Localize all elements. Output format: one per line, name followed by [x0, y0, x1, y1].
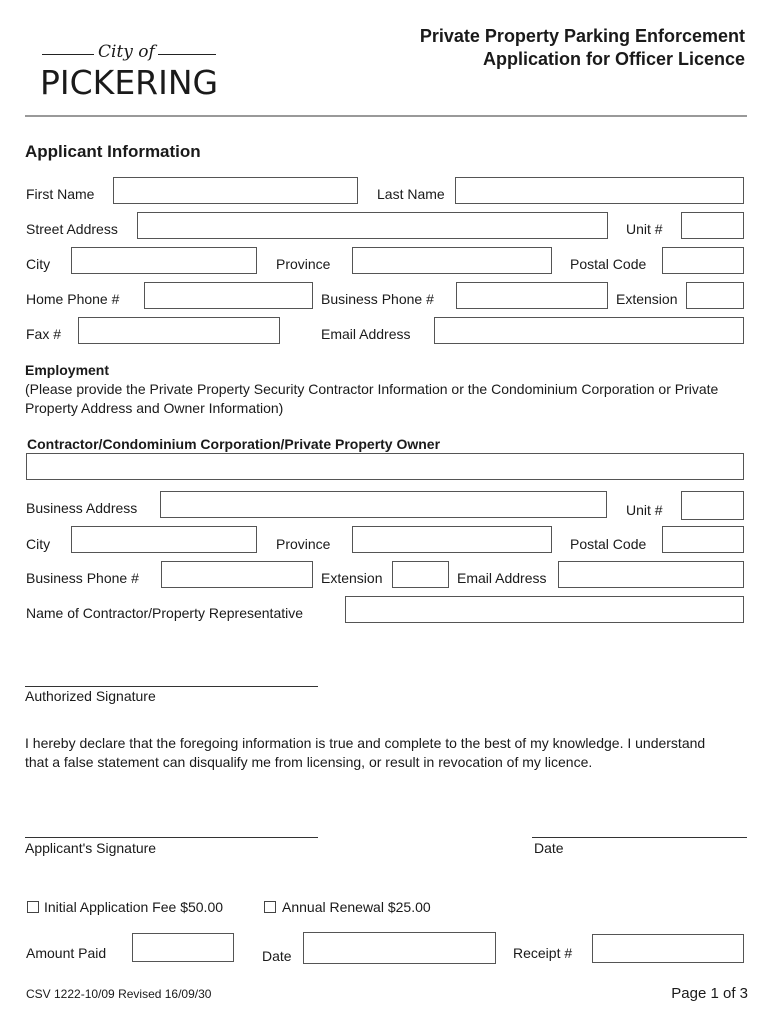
emp-unit-field[interactable]: [681, 491, 744, 520]
home-phone-label: Home Phone #: [26, 291, 120, 307]
date-signature-label: Date: [534, 840, 564, 856]
emp-email-field[interactable]: [558, 561, 744, 588]
date-signature-line[interactable]: [532, 837, 747, 838]
representative-field[interactable]: [345, 596, 744, 623]
emp-province-label: Province: [276, 536, 331, 552]
form-title-line1: Private Property Parking Enforcement: [419, 26, 745, 46]
contractor-label: Contractor/Condominium Corporation/Private Property Owner: [27, 436, 441, 452]
last-name-field[interactable]: [455, 177, 744, 204]
postal-code-label: Postal Code: [570, 256, 647, 272]
initial-fee-label: Initial Application Fee $50.00: [44, 899, 224, 915]
extension-field[interactable]: [686, 282, 744, 309]
emp-extension-field[interactable]: [392, 561, 449, 588]
fax-field[interactable]: [78, 317, 280, 344]
representative-label: Name of Contractor/Property Representative: [26, 605, 304, 621]
contractor-field[interactable]: [26, 453, 744, 480]
logo-line-right: [158, 54, 216, 55]
annual-renewal-checkbox[interactable]: [264, 901, 276, 913]
city-field[interactable]: [71, 247, 257, 274]
emp-city-field[interactable]: [71, 526, 257, 553]
amount-paid-field[interactable]: [132, 933, 234, 962]
page-number: Page 1 of 3: [671, 985, 748, 1002]
emp-email-label: Email Address: [457, 570, 547, 586]
unit-label: Unit #: [626, 221, 663, 237]
employment-note: (Please provide the Private Property Security Contractor Information or the Condominium Corporation or Private Property Address and Owner Information): [25, 381, 719, 416]
amount-paid-label: Amount Paid: [26, 945, 107, 961]
declaration-text: I hereby declare that the foregoing information is true and complete to the best of my knowledge. I understand that a false statement can disqualify me from licensing, or result in revocation of my licence.: [25, 735, 706, 770]
emp-business-phone-label: Business Phone #: [26, 570, 139, 586]
annual-renewal-label: Annual Renewal $25.00: [282, 899, 431, 915]
receipt-field[interactable]: [592, 934, 744, 963]
logo-line-left: [42, 54, 94, 55]
emp-city-label: City: [26, 536, 51, 552]
applicant-signature-label: Applicant's Signature: [25, 840, 157, 856]
province-field[interactable]: [352, 247, 552, 274]
street-address-label: Street Address: [26, 221, 118, 237]
business-address-label: Business Address: [26, 500, 138, 516]
employment-heading: Employment: [25, 362, 110, 378]
emp-postal-code-field[interactable]: [662, 526, 744, 553]
email-field[interactable]: [434, 317, 744, 344]
fee-date-field[interactable]: [303, 932, 496, 964]
initial-fee-checkbox[interactable]: [27, 901, 39, 913]
emp-postal-code-label: Postal Code: [570, 536, 647, 552]
street-address-field[interactable]: [137, 212, 608, 239]
authorized-signature-line[interactable]: [25, 686, 318, 687]
email-label: Email Address: [321, 326, 411, 342]
receipt-label: Receipt #: [513, 945, 573, 961]
logo-main-text: PICKERING: [40, 63, 219, 102]
form-title-line2: Application for Officer Licence: [482, 49, 745, 69]
header-divider: [25, 115, 747, 117]
applicant-signature-line[interactable]: [25, 837, 318, 838]
logo-top-text: City of: [98, 42, 155, 62]
authorized-signature-label: Authorized Signature: [25, 688, 156, 704]
form-code: CSV 1222-10/09 Revised 16/09/30: [26, 987, 212, 1001]
business-address-field[interactable]: [160, 491, 607, 518]
postal-code-field[interactable]: [662, 247, 744, 274]
province-label: Province: [276, 256, 331, 272]
emp-business-phone-field[interactable]: [161, 561, 313, 588]
business-phone-field[interactable]: [456, 282, 608, 309]
first-name-field[interactable]: [113, 177, 358, 204]
unit-field[interactable]: [681, 212, 744, 239]
home-phone-field[interactable]: [144, 282, 313, 309]
city-label: City: [26, 256, 51, 272]
applicant-heading: Applicant Information: [25, 142, 201, 161]
last-name-label: Last Name: [377, 186, 445, 202]
emp-extension-label: Extension: [321, 570, 383, 586]
extension-label: Extension: [616, 291, 678, 307]
emp-province-field[interactable]: [352, 526, 552, 553]
first-name-label: First Name: [26, 186, 95, 202]
business-phone-label: Business Phone #: [321, 291, 434, 307]
fee-date-label: Date: [262, 948, 292, 964]
fax-label: Fax #: [26, 326, 62, 342]
emp-unit-label: Unit #: [626, 502, 663, 518]
